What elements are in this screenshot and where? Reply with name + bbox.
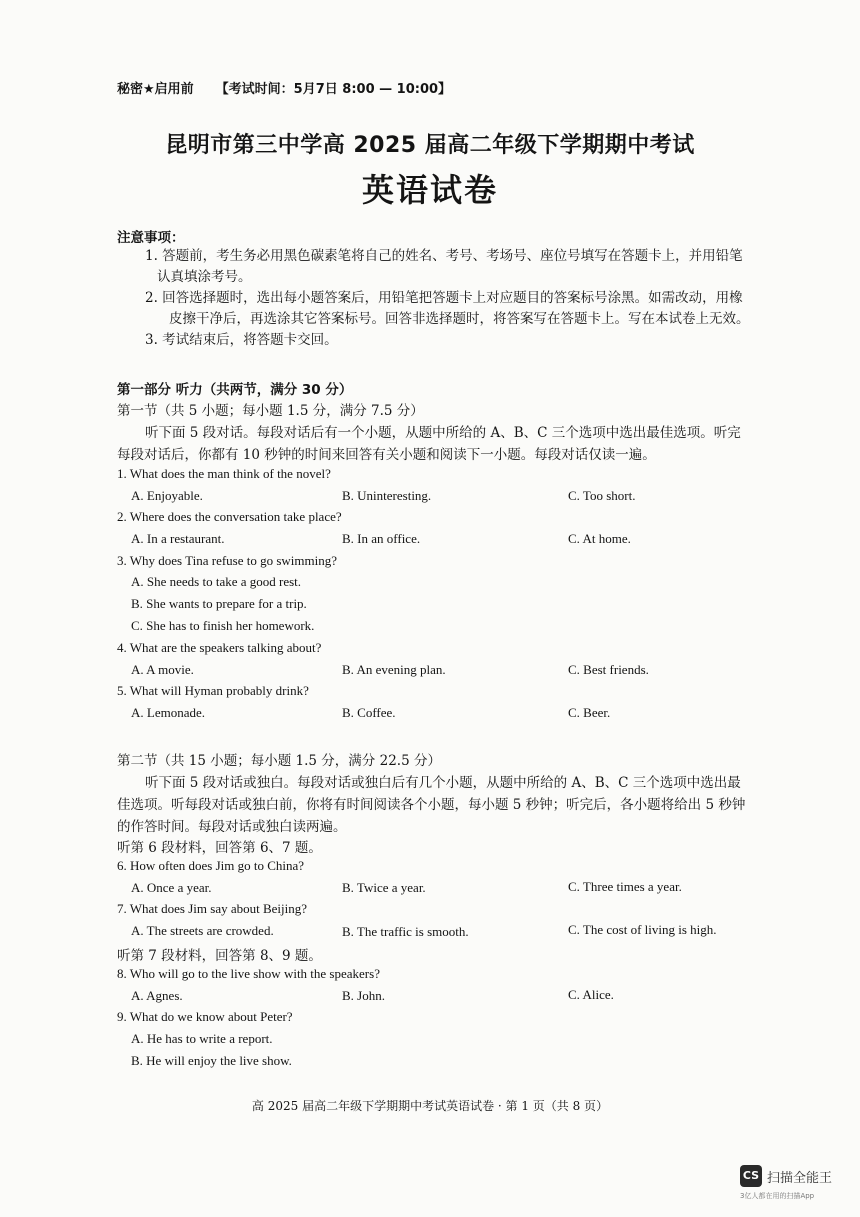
exam-header xyxy=(117,78,451,97)
option-c: C. Alice. xyxy=(568,987,614,1002)
watermark-name: 扫描全能王 xyxy=(767,1171,833,1186)
option-b: B. Coffee. xyxy=(342,705,396,720)
option-c: C. The cost of living is high. xyxy=(568,922,717,937)
option-c: C. Best friends. xyxy=(568,662,649,677)
exam-title: 昆明市第三中学高 2025 届高二年级下学期期中考试 xyxy=(165,133,695,158)
option-a: A. Once a year. xyxy=(131,880,212,895)
material-7-label: 听第 7 段材料，回答第 8、9 题。 xyxy=(117,948,322,964)
option-b: B. Uninteresting. xyxy=(342,488,432,503)
option-a: A. In a restaurant. xyxy=(131,531,225,546)
page-footer: 高 2025 届高二年级下学期期中考试英语试卷 · 第 1 页（共 8 页） xyxy=(251,1099,609,1113)
option-c: C. At home. xyxy=(568,531,631,546)
material-6-label: 听第 6 段材料，回答第 6、7 题。 xyxy=(117,840,322,856)
question-8: 8. Who will go to the live show with the speakers? xyxy=(117,966,380,981)
question-4: 4. What are the speakers talking about? xyxy=(117,640,322,655)
option-a: A. Enjoyable. xyxy=(131,488,203,503)
option-b: B. She wants to prepare for a trip. xyxy=(131,596,307,611)
question-2: 2. Where does the conversation take place? xyxy=(117,509,342,524)
section2-instructions: 听下面 5 段对话或独白。每段对话或独白后有几个小题，从题中所给的 A、B、C 三个选项中选出最 xyxy=(145,775,741,791)
section1-heading: 第一节（共 5 小题；每小题 1.5 分，满分 7.5 分） xyxy=(117,403,424,419)
note-item: 3. 考试结束后，将答题卡交回。 xyxy=(145,332,338,348)
section1-instructions: 听下面 5 段对话。每段对话后有一个小题，从题中所给的 A、B、C 三个选项中选出最佳选项。听完 xyxy=(145,425,741,441)
option-b: B. An evening plan. xyxy=(342,662,446,677)
option-c: C. Beer. xyxy=(568,705,611,720)
question-9: 9. What do we know about Peter? xyxy=(117,1009,293,1024)
note-item: 2. 回答选择题时，选出每小题答案后，用铅笔把答题卡上对应题目的答案标号涂黑。如需改动，用橡 皮擦干净后，再选涂其它答案标号。回答非选择题时，将答案写在答题卡上。写在本试卷上无效。 xyxy=(145,290,750,327)
section1-instructions: 每段对话后，你都有 10 秒钟的时间来回答有关小题和阅读下一小题。每段对话仅读一遍。 xyxy=(117,447,656,463)
question-3: 3. Why does Tina refuse to go swimming? xyxy=(117,553,338,568)
option-b: B. He will enjoy the live show. xyxy=(131,1053,292,1068)
note-item: 1. 答题前，考生务必用黑色碳素笔将自己的姓名、考号、考场号、座位号填写在答题卡上，并用铅笔 认真填涂考号。 xyxy=(145,248,743,285)
question-6: 6. How often does Jim go to China? xyxy=(117,858,305,873)
notes-list xyxy=(117,246,767,351)
option-b: B. Twice a year. xyxy=(342,880,426,895)
option-b: B. John. xyxy=(342,988,385,1003)
option-b: B. In an office. xyxy=(342,531,421,546)
option-b: B. The traffic is smooth. xyxy=(342,924,469,939)
option-a: A. The streets are crowded. xyxy=(131,923,274,938)
option-c: C. She has to finish her homework. xyxy=(131,618,315,633)
exam-subject: 英语试卷 xyxy=(361,171,498,209)
exam-time: 【考试时间：5月7日 8:00 — 10:00】 xyxy=(215,82,452,97)
option-a: A. He has to write a report. xyxy=(131,1031,273,1046)
section2-heading: 第二节（共 15 小题；每小题 1.5 分，满分 22.5 分） xyxy=(117,753,441,769)
option-a: A. Lemonade. xyxy=(131,705,206,720)
scanner-watermark xyxy=(740,1165,850,1205)
part1-heading: 第一部分 听力（共两节，满分 30 分） xyxy=(117,382,353,398)
option-a: A. Agnes. xyxy=(131,988,183,1003)
notes-heading: 注意事项： xyxy=(117,230,185,246)
question-7: 7. What does Jim say about Beijing? xyxy=(117,901,308,916)
option-c: C. Three times a year. xyxy=(568,879,682,894)
question-5: 5. What will Hyman probably drink? xyxy=(117,683,309,698)
option-a: A. She needs to take a good rest. xyxy=(131,574,302,589)
section2-instructions: 佳选项。听每段对话或独白前，你将有时间阅读各个小题，每小题 5 秒钟；听完后，各小题将给出 5 秒钟 xyxy=(117,797,746,813)
option-a: A. A movie. xyxy=(131,662,194,677)
section2-instructions: 的作答时间。每段对话或独白读两遍。 xyxy=(117,819,347,835)
option-c: C. Too short. xyxy=(568,488,636,503)
confidential-label: 秘密★启用前 xyxy=(117,82,194,97)
watermark-tagline: 3亿人都在用的扫描App xyxy=(740,1192,815,1200)
question-1: 1. What does the man think of the novel? xyxy=(117,466,331,481)
camscanner-logo-icon: CS xyxy=(740,1165,762,1187)
